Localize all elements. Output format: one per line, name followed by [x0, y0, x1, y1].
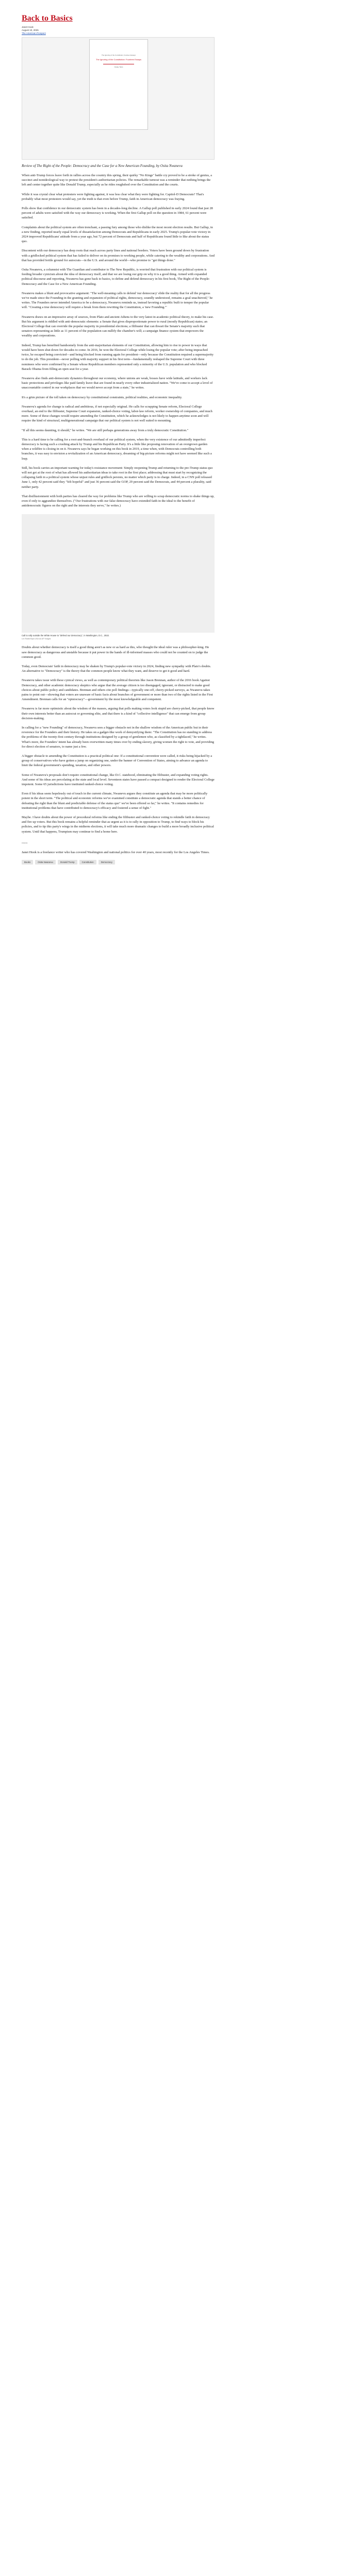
paragraph: Osita Nwanevu, a columnist with The Guardian and contributor to The New Republic, is worried that frustration with our political system is feeding broader cynicism about the idea of democracy itself, and that we are losing our grip on why it is a good thing. Armed with expanded political discourse and reporting, Nwanevu has gone back to basics, to define and defend democracy in his first book, The Right of the People: Democracy and the Case for a New American Founding. — [22, 268, 210, 286]
paragraph: Even if his ideas seem hopelessly out of touch in the current climate, Nwanevu argues they constitute an agenda that may be more politically potent in the short term. "The political and economic reforms we've examined constitute a democratic agenda that stands a better chance of defeating the right than the blunt and predictable defense of the status quo" we've been offered so far," he writes. "It contains remedies for institutional problems that have contributed to democracy's efficacy and fostered a sense of fight." — [22, 792, 208, 810]
tag-list — [22, 860, 215, 865]
paragraph: Some of Nwanevu's proposals don't require constitutional change, like D.C. statehood, eliminating the filibuster, and expanding voting rights. And some of his ideas are percolating at the state and local level. Seventeen states have passed a compact designed to render the Electoral College impotent. Some 65 jurisdictions have instituted ranked-choice voting. — [22, 773, 215, 787]
figure-image — [22, 514, 215, 633]
paragraph: Discontent with our democracy has deep roots that reach across party lines and national borders. Voters have been ground down by frustration with a gridlocked political system that has failed to deliver on its promises to working people, while catering to the wealthy and corporations. And that has provided fertile ground for autocrats—in the U.S. and around the world—who promise to "get things done." — [22, 249, 215, 262]
tag[interactable]: Books — [22, 860, 33, 865]
paragraph: Indeed, Trump has benefited handsomely from the anti-majoritarian elements of our Constitution, allowing him to rise to power in ways that would have been shut down for decades to come. In 2016, he won the Electoral College while losing the popular vote; after being impeached twice, he escaped being convicted—and being blocked from running again for president—only because the Constitution required a supermajority to do the job. This president—never polling with majority support in his first term—fundamentally reshaped the Supreme Court with three nominees who were confirmed by a Senate whose Republican members represented only a minority of the U.S. population and who blocked Barack Obama from filling an open seat for a year. — [22, 343, 214, 371]
paragraph: It's a grim picture of the toll taken on democracy by constitutional constraints, political realities, and economic inequality. — [22, 395, 183, 399]
hero-image — [22, 37, 215, 160]
article-container — [22, 14, 215, 865]
author: Janet Hook — [22, 26, 34, 28]
paragraph: Maybe. I have doubts about the power of procedural reforms like ending the filibuster and ranked-choice voting to rekindle faith in democracy and fire up voters. But this book remains a helpful reminder that as urgent as it is to rally in opposition to Trump, to find ways to block his policies, and to tip this party's wings in the midterm elections, it will take much more dramatic changes to build a more broadly inclusive political system. Until that happens, Trumpism may continue to find a home here. — [22, 816, 214, 834]
site-title[interactable]: Back to Basics — [22, 14, 73, 23]
separator: ~~~ — [22, 841, 28, 845]
source-link[interactable]: The American Prospect — [22, 32, 46, 35]
figure-caption — [22, 634, 215, 640]
paragraph: Nwanevu's agenda for change is radical and ambitious, if not especially original. He calls for scrapping Senate reform, Electoral College overhaul, an end to the filibuster, Supreme Court expansion, ranked-choice voting, labor-law reform, worker ownership of companies, and much more. Some of these changes would require amending the Constitution, which he acknowledges is not likely to happen anytime soon and will require the kind of structural, multigenerational campaign that our political system is not well suited to mounting. — [22, 404, 212, 423]
article-meta — [22, 26, 215, 35]
book-cover-title: The Ignoring of the Constitution: Fourteen Essays — [95, 58, 142, 61]
paragraph: While it was crystal clear what protesters were fighting against, it was less clear what they were fighting for. Capitol-D Democrats? That's probably what most protesters would say, yet the truth is that even before Trump, faith in American democracy was fraying. — [22, 192, 204, 201]
paragraph: Nwanevu takes issue with these cynical views, as well as contemporary political theorists like Jason Brennan, author of the 2016 book Against Democracy, and other academic democracy skeptics who argue that the average citizen is too disengaged, ignorant, or distracted to make good choices about public policy and candidates. Brennan and others cite poll findings—typically one-off, cherry-picked surveys, as Nwanevu takes pains to point out—showing that voters are unaware of basic facts about branches of government or more than two of the rights listed in the First Amendment. Brennan calls for an "epistocracy"—government by the most knowledgeable and competent. — [22, 679, 213, 702]
figure-credit: Lev Radin/Sipa USA via AP Images — [22, 638, 51, 640]
paragraph: Nwanevu makes a blunt and provocative argument: "The well-meaning calls to defend 'our democracy' elide the reality that for all the progress we've made since the Founding in the granting and expansion of political rights, democracy, soundly understood, remains a goal unachieved," he writes. The Founders never intended America to be a democracy, Nwanevu reminds us, instead favoring a republic built to temper the popular will. "Creating a true democracy will require a break from them rewriting the Constitution, a 'new Founding.'" — [22, 291, 213, 310]
paragraph: That disillusionment with both parties has cleared the way for problems like Trump who are willing to scrap democratic norms to shake things up, even if only to aggrandize themselves. ("Our frustrations with our false democracy have extended faith in the ideal to the benefit of antidemocratic figures on the right and the interests they serve," he writes.) — [22, 494, 215, 508]
paragraph: Today, even Democrats' faith in democracy may be shaken by Trump's popular-vote victory in 2024, finding new sympathy with Plato's doubts. An alternative to "Democracy" is the theory that the common people know what they want, and deserve to get it good and hard. — [22, 664, 211, 673]
paragraph: In calling for a "new Founding" of democracy, Nwanevu sees a bigger obstacle not in the shallow wisdom of the American public but in their reverence for the Founders and their history. He takes on a gadget-like work of demystifying them: "The Constitution has no standing to address the problems of the twenty-first century through institutions designed by a group of gentlemen who, as classified by a tightlaced," he writes. What's more, the Founders' intent has already been overwritten many times over by ending slavery, giving women the right to vote, and providing for direct election of senators, to name just a few. — [22, 726, 214, 749]
date: August 10, 2025 — [22, 29, 39, 31]
figure-caption-text: Call to rally outside the White House to "defend our democracy", in Washington, D.C., 2022. — [22, 634, 110, 637]
paragraph: Doubts about whether democracy is itself a good thing aren't as new or as hard as this, who thought the ideal ruler was a philosopher-king. He saw democracy as dangerous and unstable because it put power in the hands of ill-informed masses who could not be counted on to judge the common good. — [22, 646, 209, 659]
tag[interactable]: Osita Nwanevu — [35, 860, 56, 865]
article-body-part-2 — [22, 645, 215, 834]
book-cover-top: The Ignoring of the Constitution, Fourteen Essays — [101, 54, 136, 56]
tag[interactable]: Democracy — [99, 860, 115, 865]
paragraph: "If all this seems daunting, it should," he writes. "We are still perhaps generations away from a truly democratic Constitution." — [22, 428, 189, 432]
paragraph: Still, his book carries an important warning for today's resistance movement: Simply reopening Trump and returning to the pre-Trump status quo will not get at the root of what has allowed his authoritarian ideas to take root in the first place; addressing that must start by recognizing the collapsing faith in a political system whose unjust rules and gridlock persists, no matter which party is in charge. Indeed, in a CNN poll released June 1, only 42 percent said they "felt hopeful" and just 36 percent said the GOP, 29 percent said the Democrats, and 44 percent a plurality, said neither party. — [22, 466, 213, 489]
paragraph: A bigger obstacle to amending the Constitution is a practical political one: If a constitutional convention were called, it risks being hijacked by a group of conservatives who have gotten a jump on organizing one, under the banner of Convention of States, aiming to advance an agenda to limit the federal government's spending, taxation, and other powers. — [22, 754, 212, 768]
review-title: Review of The Right of the People: Democracy and the Case for a New American Founding, by Osita Nwanevu — [22, 164, 183, 168]
book-cover-author: Ossley Tanis — [114, 66, 123, 68]
paragraph: Polls show that confidence in our democratic system has been in a decades-long decline. A Gallup poll published in early 2024 found that just 28 percent of adults were satisfied with the way our democracy is working. When the first Gallup poll on the question in 1984, 61 percent were satisfied. — [22, 207, 213, 220]
tag[interactable]: Donald Trump — [58, 860, 77, 865]
paragraph: Complaints about the political system are often trenchant, a passing fury among those who dislike the most recent election results. But Gallup, in a new finding, reported nearly equal levels of dissatisfaction among Democrats and Republicans in early 2025. Trump's popular-vote victory in 2024 improved Republicans' attitude from a year ago, but 72 percent of Democrats and half of Republicans found little to like about the status quo. — [22, 225, 213, 244]
article-body-part-1 — [22, 173, 215, 508]
paragraph: Nwanevu is far more optimistic about the wisdom of the masses, arguing that polls making voters look stupid are cherry-picked, that people know their own interests better than an autocrat or governing elite, and that there is a kind of "collective intelligence" that can emerge from group decision-making. — [22, 707, 215, 720]
figure — [22, 514, 215, 640]
paragraph: When anti-Trump forces leave forth in rallies across the country this spring, their quirky "No Kings" battle cry proved to be a stroke of genius, a succinct and nonideological way to protest the president's authoritarian policies. The remarkable turnout was a reminder that nothing brings the left and center together quite like Donald Trump, especially as he rides roughshod over the Constitution and the courts. — [22, 174, 212, 187]
book-cover — [89, 39, 148, 130]
paragraph: Nwanevu also finds anti-democratic dynamics throughout our economy, where unions are weak, bosses have wide latitude, and workers lack basic protections and privileges like paid family leave that are found in nearly every other industrialized nation. "We've come to accept a level of unaccountable control in our workplaces that we would never accept from a state," he writes. — [22, 376, 213, 390]
tag[interactable]: Constitution — [79, 860, 96, 865]
paragraph: This is a hard time to be calling for a root-and-branch overhaul of our political system, when the very existence of our admittedly imperfect democracy is facing such a crushing attack by Trump and his Republican Party. It's a little like proposing renovation of an overgrown garden when a wildfire is closing in on it. Nwanevu says he began working on this book in 2019, a time when, with Democrats controlling both branches, it was easy to envision a revitalization of an American democracy, dreaming of big-picture reforms might not have seemed like such a leap. — [22, 437, 212, 461]
author-bio: Janet Hook is a freelance writer who has covered Washington and national politics for over 40 years, most recently for the Los Angeles Times. — [22, 850, 210, 854]
paragraph: Nwanevu draws on an impressive array of sources, from Plato and ancient Athens to the very latest in academic political theory, to make his case. But his argument is riddled with anti-democratic elements: a Senate that gives disproportionate power to rural (mostly Republican) states; an Electoral College that can override the popular majority in presidential elections; a filibuster that can thwart the Senate's majority such that senators representing as little as 11 percent of the population can nullify the chamber's will; a campaign finance system that empowers the wealthy and corporations. — [22, 315, 214, 338]
